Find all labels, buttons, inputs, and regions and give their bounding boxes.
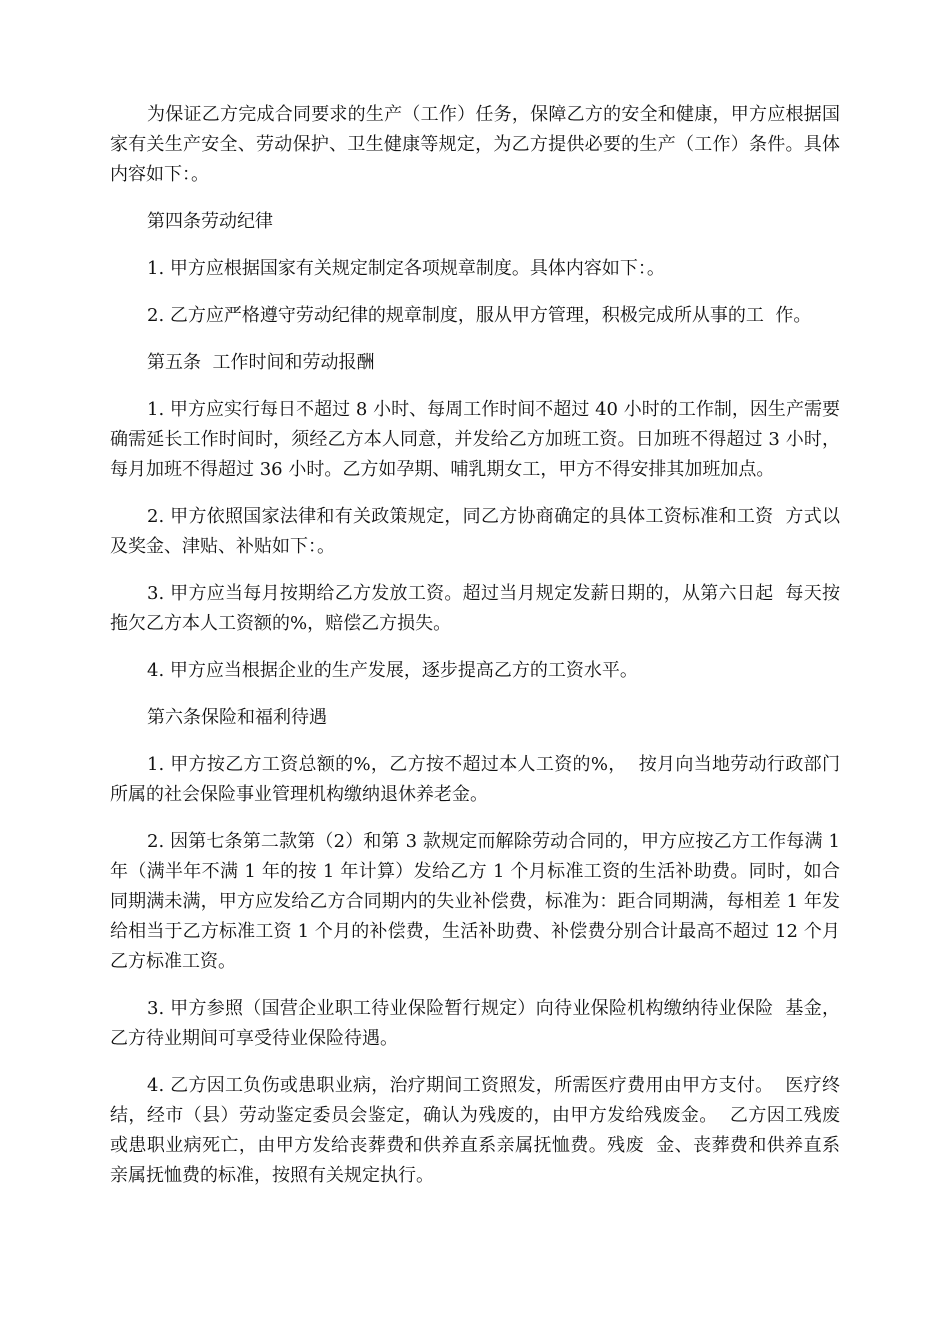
- article-6-item-3: 3. 甲方参照（国营企业职工待业保险暂行规定）向待业保险机构缴纳待业保险 基金，乙方待业期间可享受待业保险待遇。: [110, 998, 840, 1049]
- article-6-item-4: 4. 乙方因工负伤或患职业病，治疗期间工资照发，所需医疗费用由甲方支付。 医疗终结，经市（县）劳动鉴定委员会鉴定，确认为残废的，由甲方发给残废金。 乙方因工残废或患职业病死亡，由甲方发给丧葬费和供养直系亲属抚恤费。残废 金、丧葬费和供养直系亲属抚恤费的标准，按照有关规定执行。: [110, 1075, 840, 1186]
- article-5-heading: 第五条 工作时间和劳动报酬: [147, 352, 375, 373]
- article-4-item-1: 1. 甲方应根据国家有关规定制定各项规章制度。具体内容如下：。: [147, 258, 665, 279]
- document-body: [110, 100, 846, 1208]
- article-5-item-1: 1. 甲方应实行每日不超过 8 小时、每周工作时间不超过 40 小时的工作制，因生产需要确需延长工作时间时，须经乙方本人同意，并发给乙方加班工资。日加班不得超过 3 小时，每月加班不得超过 36 小时。乙方如孕期、哺乳期女工，甲方不得安排其加班加点。: [110, 399, 840, 480]
- article-5-item-2: 2. 甲方依照国家法律和有关政策规定，同乙方协商确定的具体工资标准和工资 方式以及奖金、津贴、补贴如下：。: [110, 506, 840, 557]
- article-5-item-3: 3. 甲方应当每月按期给乙方发放工资。超过当月规定发薪日期的，从第六日起 每天按拖欠乙方本人工资额的%，赔偿乙方损失。: [110, 583, 840, 634]
- article-5-item-4: 4. 甲方应当根据企业的生产发展，逐步提高乙方的工资水平。: [147, 660, 638, 681]
- article-6-item-2: 2. 因第七条第二款第（2）和第 3 款规定而解除劳动合同的，甲方应按乙方工作每满 1 年（满半年不满 1 年的按 1 年计算）发给乙方 1 个月标准工资的生活补助费。同时，如合同期满未满，甲方应发给乙方合同期内的失业补偿费，标准为：距合同期满，每相差 1 年发给相当于乙方标准工资 1 个月的补偿费，生活补助费、补偿费分别合计最高不超过 12 个月乙方标准工资。: [110, 831, 846, 972]
- paragraph-work-conditions: 为保证乙方完成合同要求的生产（工作）任务，保障乙方的安全和健康，甲方应根据国家有关生产安全、劳动保护、卫生健康等规定，为乙方提供必要的生产（工作）条件。具体内容如下：。: [110, 104, 840, 185]
- article-4-item-2: 2. 乙方应严格遵守劳动纪律的规章制度，服从甲方管理，积极完成所从事的工 作。: [147, 305, 812, 326]
- article-6-item-1: 1. 甲方按乙方工资总额的%，乙方按不超过本人工资的%， 按月向当地劳动行政部门所属的社会保险事业管理机构缴纳退休养老金。: [110, 754, 840, 805]
- article-6-heading: 第六条保险和福利待遇: [147, 707, 327, 728]
- article-4-heading: 第四条劳动纪律: [147, 211, 273, 232]
